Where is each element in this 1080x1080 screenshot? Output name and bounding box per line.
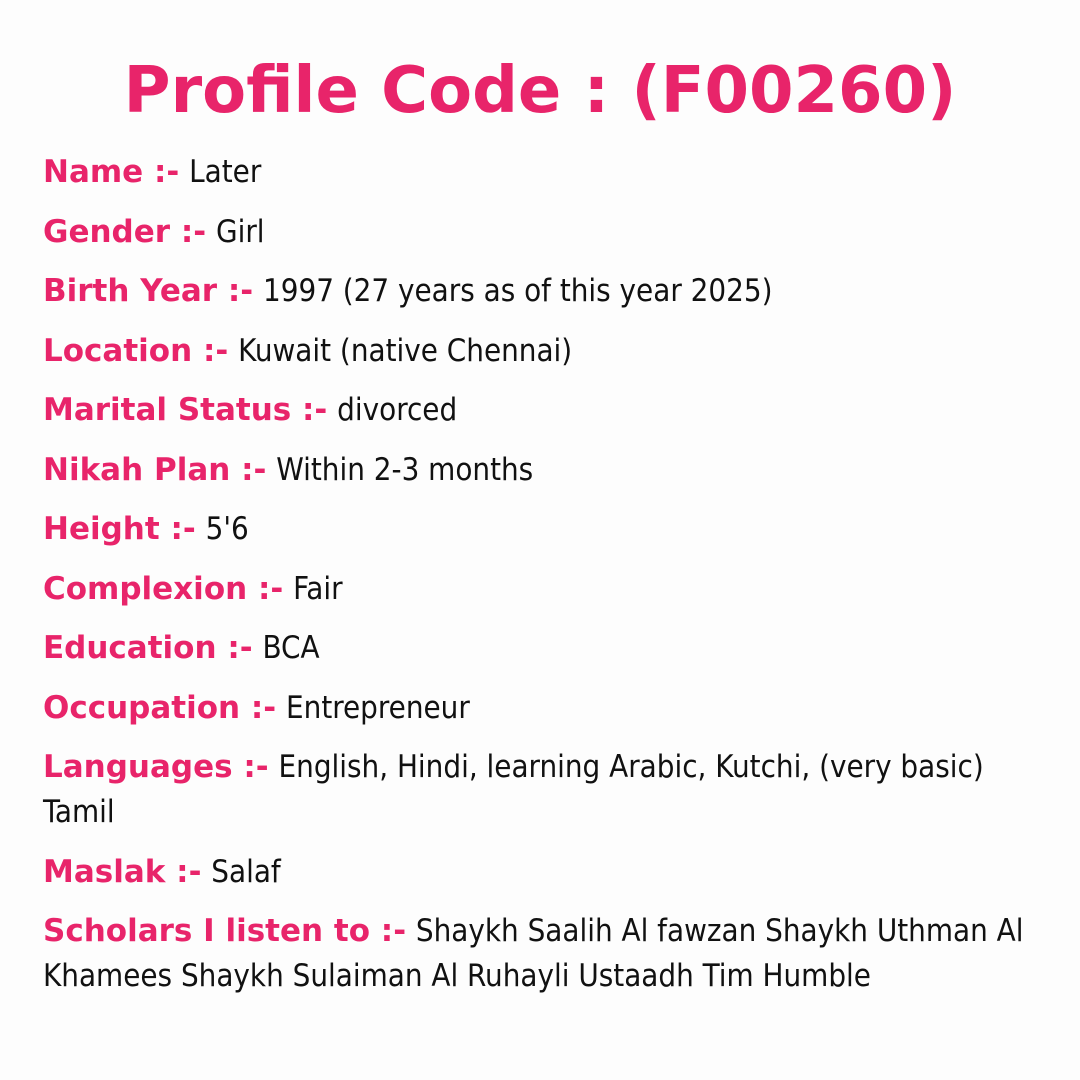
field-label: Location :- xyxy=(43,332,229,369)
field-height xyxy=(43,507,1043,552)
field-label: Marital Status :- xyxy=(43,392,328,428)
field-education xyxy=(43,626,1043,671)
profile-fields xyxy=(43,150,1043,1014)
field-occupation xyxy=(43,686,1043,731)
field-value: Later xyxy=(189,154,262,190)
field-marital-status xyxy=(43,388,1043,433)
field-value: Entrepreneur xyxy=(286,689,470,726)
field-complexion xyxy=(43,567,1043,612)
field-value: divorced xyxy=(337,392,458,428)
field-label: Maslak :- xyxy=(43,853,202,890)
field-birth-year xyxy=(43,269,1043,314)
field-label: Gender :- xyxy=(43,213,207,250)
field-label: Name :- xyxy=(43,154,180,190)
field-value: Salaf xyxy=(211,853,281,890)
field-label: Height :- xyxy=(43,511,196,547)
field-label: Scholars I listen to :- xyxy=(43,913,407,949)
field-value: 5'6 xyxy=(205,511,249,547)
field-value: 1997 (27 years as of this year 2025) xyxy=(262,273,773,309)
field-location xyxy=(43,329,1043,374)
field-scholars xyxy=(43,909,1043,999)
field-languages xyxy=(43,745,1043,835)
field-value: Girl xyxy=(215,213,265,250)
field-value: Shaykh Saalih Al fawzan Shaykh Uthman Al Khamees Shaykh Sulaiman Al Ruhayli Ustaadh Tim Humble xyxy=(43,913,1024,994)
field-maslak xyxy=(43,850,1043,895)
field-value: Kuwait (native Chennai) xyxy=(238,332,573,369)
field-label: Nikah Plan :- xyxy=(43,451,267,488)
field-label: Occupation :- xyxy=(43,689,277,726)
field-label: Education :- xyxy=(43,630,253,666)
field-value: BCA xyxy=(262,630,320,666)
field-value: Fair xyxy=(293,570,343,607)
field-gender xyxy=(43,210,1043,255)
field-value: English, Hindi, learning Arabic, Kutchi, (very basic) Tamil xyxy=(43,749,984,830)
field-label: Birth Year :- xyxy=(43,273,254,309)
field-value: Within 2-3 months xyxy=(276,451,534,488)
field-label: Complexion :- xyxy=(43,570,284,607)
field-nikah-plan xyxy=(43,448,1043,493)
field-label: Languages :- xyxy=(43,749,269,785)
profile-code-title: Profile Code : (F00260) xyxy=(123,54,957,128)
field-name xyxy=(43,150,1043,195)
